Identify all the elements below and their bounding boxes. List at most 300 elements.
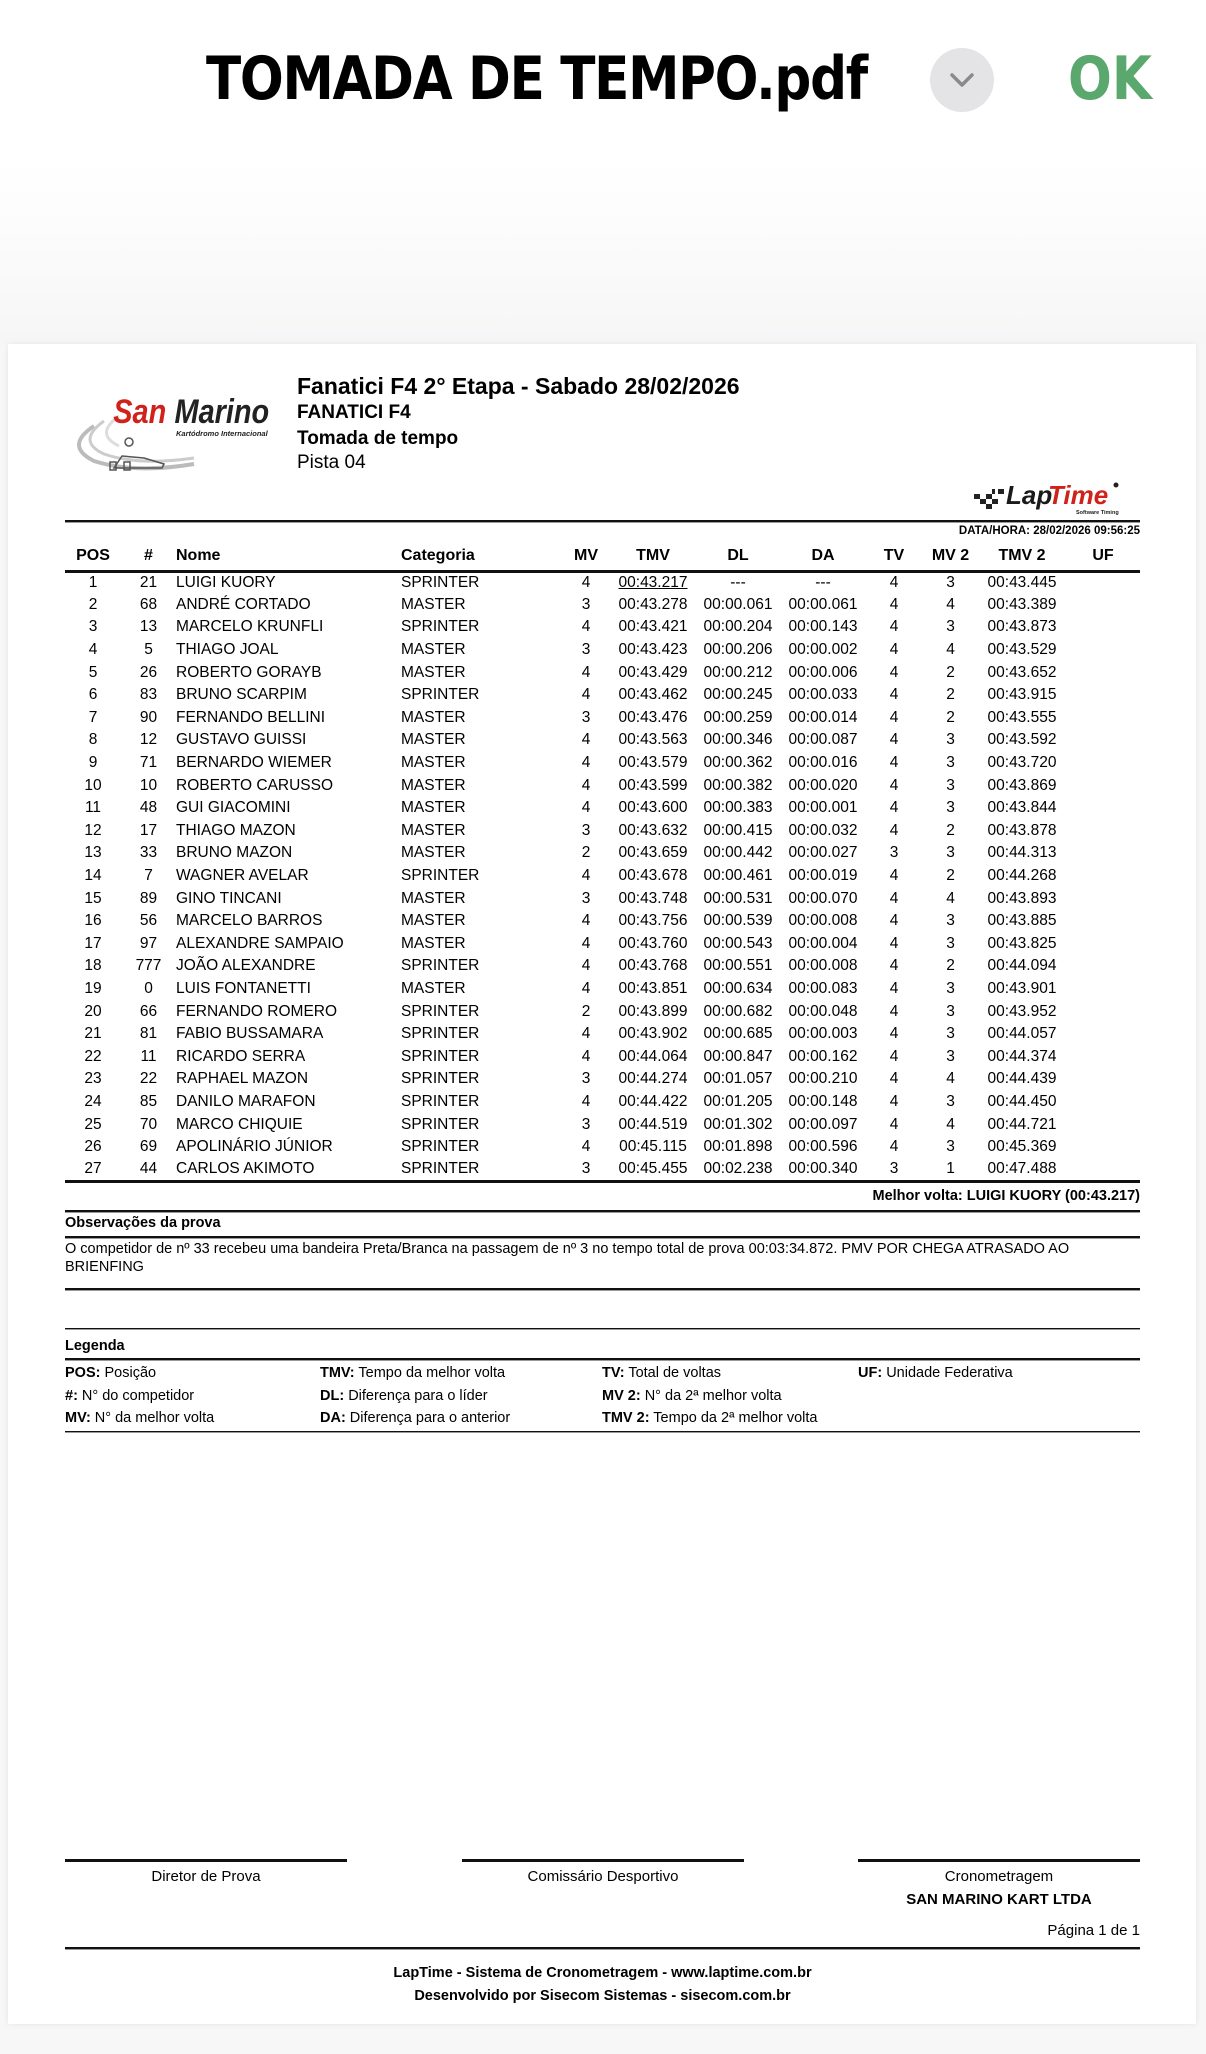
footer-line-1: LapTime - Sistema de Cronometragem - www.laptime.com.br <box>393 1965 812 1981</box>
table-cell-nome: APOLINÁRIO JÚNIOR <box>176 1138 333 1156</box>
col-header-tmv: TMV <box>611 543 695 571</box>
col-header-number: # <box>121 543 176 571</box>
timing-company: SAN MARINO KART LTDA <box>906 1891 1092 1908</box>
legend-entry <box>320 1410 602 1426</box>
table-cell-mv-2: 3 <box>946 574 955 592</box>
table-cell-pos: 26 <box>84 1138 102 1156</box>
table-cell-nome: FABIO BUSSAMARA <box>176 1025 324 1043</box>
table-cell-da: 00:00.016 <box>788 754 858 772</box>
table-cell-tv: 4 <box>889 574 899 592</box>
table-cell-tmv: 00:44.519 <box>618 1115 688 1133</box>
laptime-text-time: Time <box>1048 480 1109 510</box>
table-cell-uf <box>1066 639 1140 662</box>
table-cell-tv: 4 <box>889 776 899 794</box>
legend-value: Diferença para o anterior <box>345 1410 511 1427</box>
table-cell-uf <box>1066 616 1140 639</box>
table-row <box>65 594 1140 617</box>
signature-line <box>65 1859 347 1862</box>
table-cell-mv-2: 3 <box>946 1002 955 1020</box>
legend-value: N° do competidor <box>77 1387 195 1404</box>
table-cell-mv: 3 <box>581 1115 591 1133</box>
table-cell-dl: 00:01.057 <box>703 1070 773 1088</box>
table-cell-: 90 <box>139 708 158 726</box>
table-cell-tv: 4 <box>889 1047 899 1065</box>
table-cell-tmv-2: 00:43.555 <box>987 708 1057 726</box>
table-cell-tmv-2: 00:43.915 <box>987 686 1057 704</box>
table-cell-tv: 4 <box>889 618 899 636</box>
legend-entry <box>320 1365 602 1381</box>
table-cell-tmv-2: 00:44.313 <box>987 844 1057 862</box>
table-cell-da: 00:00.097 <box>788 1115 858 1133</box>
report-footer <box>65 1962 1140 2008</box>
table-row <box>65 707 1140 730</box>
best-lap-rule <box>65 1210 1140 1213</box>
table-cell-da: 00:00.019 <box>788 867 858 885</box>
table-cell-mv: 4 <box>581 754 591 772</box>
table-cell-nome: BERNARDO WIEMER <box>176 754 332 772</box>
table-cell-da: 00:00.070 <box>788 889 858 907</box>
legend-value: Posição <box>100 1365 157 1382</box>
table-cell-uf <box>1066 1023 1140 1046</box>
signature-commissioner <box>462 1859 744 1885</box>
table-cell-mv: 3 <box>581 708 591 726</box>
table-cell-tmv-2: 00:44.057 <box>987 1025 1057 1043</box>
table-cell-categoria: MASTER <box>401 641 466 659</box>
table-cell-: 10 <box>139 776 158 794</box>
table-cell-tv: 4 <box>889 1070 899 1088</box>
table-cell-uf <box>1066 1045 1140 1068</box>
table-cell-categoria: MASTER <box>401 708 466 726</box>
table-cell-pos: 20 <box>84 1002 102 1020</box>
page-number: Página 1 de 1 <box>1047 1922 1140 1939</box>
table-cell-mv-2: 3 <box>946 1047 955 1065</box>
table-cell-uf <box>1066 752 1140 775</box>
table-cell-categoria: SPRINTER <box>401 618 480 636</box>
ok-button[interactable]: OK <box>1068 44 1152 114</box>
legend-value: Total de voltas <box>624 1365 722 1382</box>
table-cell-mv-2: 3 <box>946 934 955 952</box>
table-cell-nome: MARCELO BARROS <box>176 912 323 930</box>
event-title: Fanatici F4 2° Etapa - Sabado 28/02/2026 <box>297 373 740 399</box>
table-cell-tmv-2: 00:43.825 <box>987 934 1057 952</box>
header-rule <box>65 520 1140 523</box>
table-cell-tmv-2: 00:44.439 <box>987 1070 1057 1088</box>
table-row <box>65 1068 1140 1091</box>
table-cell-mv: 4 <box>581 1092 591 1110</box>
table-cell-dl: 00:00.682 <box>703 1002 773 1020</box>
table-cell-categoria: SPRINTER <box>401 574 480 592</box>
table-cell-nome: JOÃO ALEXANDRE <box>176 957 316 975</box>
table-cell-: 21 <box>139 574 158 592</box>
table-cell-da: 00:00.004 <box>788 934 858 952</box>
col-header-uf: UF <box>1066 543 1140 571</box>
table-cell-tv: 4 <box>889 821 899 839</box>
table-cell-dl: 00:00.543 <box>703 934 773 952</box>
table-cell-: 83 <box>139 686 158 704</box>
table-cell-categoria: SPRINTER <box>401 1047 480 1065</box>
table-row <box>65 616 1140 639</box>
table-cell-categoria: SPRINTER <box>401 1138 480 1156</box>
table-cell-pos: 21 <box>84 1025 102 1043</box>
table-cell-uf <box>1066 1136 1140 1159</box>
table-cell-da: 00:00.001 <box>788 799 858 817</box>
table-cell-mv: 3 <box>581 821 591 839</box>
table-cell-da: 00:00.148 <box>788 1092 858 1110</box>
table-cell-tv: 4 <box>889 912 899 930</box>
table-cell-: 69 <box>139 1138 158 1156</box>
logo-text-marino: Marino <box>174 391 270 431</box>
table-cell-uf <box>1066 1068 1140 1091</box>
table-row <box>65 887 1140 910</box>
table-cell-mv: 3 <box>581 641 591 659</box>
table-cell-: 33 <box>139 844 158 862</box>
table-cell-mv-2: 3 <box>946 1025 955 1043</box>
table-cell-da: 00:00.008 <box>788 912 858 930</box>
table-cell-uf <box>1066 955 1140 978</box>
table-cell-tmv-2: 00:43.720 <box>987 754 1057 772</box>
signature-label: Diretor de Prova <box>151 1868 261 1885</box>
table-cell-: 70 <box>139 1115 158 1133</box>
table-cell-dl: 00:00.061 <box>703 595 773 613</box>
signature-line <box>462 1859 744 1862</box>
table-cell-dl: 00:00.539 <box>703 912 773 930</box>
table-cell-tmv: 00:43.899 <box>618 1002 688 1020</box>
table-cell-tmv: 00:43.756 <box>618 912 688 930</box>
table-cell-categoria: SPRINTER <box>401 1115 480 1133</box>
category-title: FANATICI F4 <box>297 402 411 423</box>
signature-director <box>65 1859 347 1885</box>
table-cell-mv-2: 4 <box>946 1070 955 1088</box>
table-cell-: 17 <box>139 821 158 839</box>
table-cell-mv: 4 <box>581 1025 591 1043</box>
col-header-mv2: MV 2 <box>923 543 978 571</box>
table-cell-dl: 00:00.685 <box>703 1025 773 1043</box>
table-cell-tv: 3 <box>889 844 899 862</box>
table-cell-mv-2: 4 <box>946 595 955 613</box>
footer-line-2: Desenvolvido por Sisecom Sistemas - sisecom.com.br <box>414 1988 791 2004</box>
legend-entry <box>858 1365 1113 1381</box>
table-cell-mv-2: 3 <box>946 844 955 862</box>
table-cell-nome: LUIGI KUORY <box>176 574 276 592</box>
laptime-tagline: Software Timing <box>1076 510 1119 516</box>
table-cell-pos: 15 <box>84 889 102 907</box>
col-header-dl: DL <box>695 543 781 571</box>
table-cell-mv: 3 <box>581 595 591 613</box>
table-cell-pos: 22 <box>84 1047 102 1065</box>
col-header-name: Nome <box>176 543 401 571</box>
table-cell-categoria: SPRINTER <box>401 867 480 885</box>
table-cell-dl: 00:00.847 <box>703 1047 773 1065</box>
legend-value: Diferença para o líder <box>344 1387 488 1404</box>
table-cell-mv-2: 4 <box>946 1115 955 1133</box>
signature-line <box>858 1859 1140 1862</box>
table-cell-dl: 00:00.442 <box>703 844 773 862</box>
table-row <box>65 978 1140 1001</box>
table-row <box>65 774 1140 797</box>
table-cell-tmv: 00:43.579 <box>618 754 688 772</box>
table-cell-tmv-2: 00:43.873 <box>987 618 1057 636</box>
col-header-mv: MV <box>561 543 611 571</box>
table-cell-nome: RICARDO SERRA <box>176 1047 306 1065</box>
table-row <box>65 865 1140 888</box>
table-cell-tmv: 00:43.632 <box>618 821 688 839</box>
table-cell-uf <box>1066 797 1140 820</box>
table-cell-categoria: SPRINTER <box>401 1158 561 1181</box>
legend-key: TMV: <box>320 1365 355 1382</box>
table-cell-dl: 00:01.898 <box>703 1138 773 1156</box>
table-cell-: 48 <box>139 799 158 817</box>
table-cell-da: 00:00.087 <box>788 731 858 749</box>
table-cell-categoria: MASTER <box>401 821 466 839</box>
table-cell-: 81 <box>139 1025 158 1043</box>
table-cell-da: 00:00.048 <box>788 1002 858 1020</box>
table-cell-nome: WAGNER AVELAR <box>176 867 309 885</box>
signature-timing <box>858 1859 1140 1908</box>
table-cell-da: 00:00.340 <box>781 1158 865 1181</box>
table-cell-pos: 24 <box>84 1092 102 1110</box>
col-header-da: DA <box>781 543 865 571</box>
table-cell-da: 00:00.002 <box>788 641 858 659</box>
table-cell-nome: ROBERTO GORAYB <box>176 663 322 681</box>
table-cell-dl: 00:00.346 <box>703 731 773 749</box>
table-cell-tmv: 00:43.678 <box>618 867 688 885</box>
table-cell-: 89 <box>139 889 158 907</box>
viewer-header <box>0 0 1206 160</box>
table-cell-tmv-2: 00:47.488 <box>978 1158 1066 1181</box>
legend-value: Unidade Federativa <box>882 1365 1013 1382</box>
table-cell-da: 00:00.032 <box>788 821 858 839</box>
table-cell-tmv: 00:43.278 <box>618 595 688 613</box>
table-cell-pos: 25 <box>84 1115 102 1133</box>
footer-rule <box>65 1947 1140 1950</box>
table-cell-mv-2: 3 <box>946 1092 955 1110</box>
legend-entry <box>602 1388 858 1404</box>
table-cell-pos: 6 <box>88 686 98 704</box>
pdf-page[interactable] <box>8 344 1196 2024</box>
table-cell-nome: MARCELO KRUNFLI <box>176 618 324 636</box>
table-cell-tmv-2: 00:44.094 <box>987 957 1057 975</box>
table-cell-tmv: 00:43.421 <box>618 618 688 636</box>
table-row <box>65 1000 1140 1023</box>
table-cell-dl: 00:00.212 <box>703 663 773 681</box>
legend-entry <box>65 1410 320 1426</box>
table-cell-uf <box>1066 1000 1140 1023</box>
table-cell-tv: 4 <box>889 754 899 772</box>
observations-text: O competidor de nº 33 recebeu uma bandeira Preta/Branca na passagem de nº 3 no tempo total de prova 00:03:34.872. PMV POR CHEGA ATRASADO AO BRIENFING <box>65 1241 1070 1275</box>
legend-rule <box>65 1358 1140 1361</box>
table-cell-pos: 1 <box>88 574 98 592</box>
table-cell-nome: BRUNO MAZON <box>176 844 293 862</box>
table-cell-pos: 14 <box>84 867 102 885</box>
table-cell-nome: ALEXANDRE SAMPAIO <box>176 934 344 952</box>
legend-entry <box>65 1365 320 1381</box>
table-cell-dl: 00:00.461 <box>703 867 773 885</box>
table-cell-pos: 11 <box>84 799 102 817</box>
legend-row <box>65 1407 1140 1430</box>
legend-key: MV: <box>65 1410 91 1427</box>
legend-entry <box>602 1410 858 1426</box>
table-cell-nome: BRUNO SCARPIM <box>176 686 307 704</box>
table-cell-dl: 00:00.382 <box>703 776 773 794</box>
table-cell-uf <box>1066 842 1140 865</box>
table-cell-tv: 4 <box>889 731 899 749</box>
table-cell-tmv-2: 00:43.952 <box>987 1002 1057 1020</box>
table-cell-categoria: SPRINTER <box>401 1002 480 1020</box>
table-cell-dl: 00:00.531 <box>703 889 773 907</box>
laptime-logo <box>968 476 1128 520</box>
table-cell-mv-2: 2 <box>946 708 955 726</box>
table-cell-mv-2: 3 <box>946 754 955 772</box>
table-cell-dl: 00:01.205 <box>703 1092 773 1110</box>
table-cell-tmv: 00:43.600 <box>618 799 688 817</box>
table-row <box>65 955 1140 978</box>
table-cell-mv-2: 3 <box>946 776 955 794</box>
table-cell-mv: 3 <box>561 1158 611 1181</box>
table-cell-pos: 23 <box>84 1070 102 1088</box>
legend-bottom-rule <box>65 1431 1140 1433</box>
table-cell-tmv: 00:43.851 <box>618 979 688 997</box>
table-cell-uf <box>1066 887 1140 910</box>
table-cell-categoria: MASTER <box>401 776 466 794</box>
table-cell-: 26 <box>139 663 158 681</box>
table-cell-mv-2: 3 <box>946 618 955 636</box>
table-cell-tmv: 00:43.563 <box>618 731 688 749</box>
col-header-tv: TV <box>865 543 923 571</box>
table-cell-tmv: 00:45.115 <box>619 1138 687 1156</box>
table-cell-uf <box>1066 910 1140 933</box>
table-cell-mv-2: 2 <box>946 663 955 681</box>
table-cell-: 68 <box>139 595 158 613</box>
col-header-tmv2: TMV 2 <box>978 543 1066 571</box>
table-cell-tmv: 00:43.748 <box>618 889 688 907</box>
table-cell-pos: 18 <box>84 957 102 975</box>
table-cell-: 44 <box>121 1158 176 1181</box>
table-cell-da: 00:00.083 <box>788 979 858 997</box>
table-cell-: 13 <box>139 618 158 636</box>
table-cell-pos: 12 <box>84 821 102 839</box>
observations-end-rule <box>65 1288 1140 1291</box>
table-cell-mv-2: 2 <box>946 821 955 839</box>
table-cell-mv: 4 <box>581 867 591 885</box>
legend-key: DA: <box>320 1410 346 1427</box>
table-cell-categoria: MASTER <box>401 912 466 930</box>
table-cell-dl: 00:00.634 <box>703 979 773 997</box>
table-cell-tmv-2: 00:45.369 <box>987 1138 1057 1156</box>
table-cell-mv: 4 <box>581 799 591 817</box>
legend-table <box>65 1362 1140 1430</box>
table-cell-pos: 27 <box>65 1158 121 1181</box>
table-cell-tmv-2: 00:43.445 <box>987 574 1057 592</box>
table-cell-dl: --- <box>730 574 746 592</box>
table-cell-mv: 4 <box>581 957 591 975</box>
col-header-category: Categoria <box>401 543 561 571</box>
table-cell-: 7 <box>144 867 153 885</box>
table-cell-tmv-2: 00:43.878 <box>987 821 1057 839</box>
table-cell-tv: 4 <box>889 641 899 659</box>
table-cell-nome: CARLOS AKIMOTO <box>176 1158 401 1181</box>
table-cell-mv: 4 <box>581 618 591 636</box>
table-cell-uf <box>1066 661 1140 684</box>
table-cell-tv: 4 <box>889 708 899 726</box>
table-cell-uf <box>1066 729 1140 752</box>
table-cell-: 5 <box>144 641 153 659</box>
table-cell-uf <box>1066 820 1140 843</box>
table-cell-da: 00:00.033 <box>788 686 858 704</box>
col-header-pos: POS <box>65 543 121 571</box>
table-cell-tv: 4 <box>889 1002 899 1020</box>
table-cell-pos: 19 <box>84 979 102 997</box>
observations-rule <box>65 1236 1140 1239</box>
table-cell-mv: 3 <box>581 1070 591 1088</box>
legend-key: MV 2: <box>602 1387 641 1404</box>
table-cell-da: 00:00.014 <box>788 708 858 726</box>
table-row <box>65 842 1140 865</box>
table-cell-tv: 4 <box>889 1025 899 1043</box>
table-cell-tmv-2: 00:43.885 <box>987 912 1057 930</box>
table-cell-categoria: MASTER <box>401 799 466 817</box>
table-cell-da: 00:00.143 <box>788 618 858 636</box>
table-cell-mv-2: 1 <box>923 1158 978 1181</box>
table-cell-: 22 <box>139 1070 158 1088</box>
table-cell-categoria: MASTER <box>401 731 466 749</box>
table-cell-categoria: MASTER <box>401 663 466 681</box>
table-cell-: 0 <box>144 979 153 997</box>
legend-value: N° da melhor volta <box>90 1410 215 1427</box>
table-cell-mv-2: 3 <box>946 979 955 997</box>
table-cell-da: 00:00.006 <box>788 663 858 681</box>
table-cell-dl: 00:00.415 <box>703 821 773 839</box>
legend-key: #: <box>65 1387 78 1404</box>
table-cell-pos: 7 <box>88 708 98 726</box>
title-menu-button[interactable] <box>930 48 994 112</box>
report-header <box>297 372 740 474</box>
table-cell-dl: 00:00.362 <box>703 754 773 772</box>
table-cell-tv: 3 <box>865 1158 923 1181</box>
table-cell-pos: 17 <box>84 934 102 952</box>
table-cell-tv: 4 <box>889 889 899 907</box>
table-cell-nome: MARCO CHIQUIE <box>176 1115 303 1133</box>
table-cell-dl: 00:02.238 <box>695 1158 781 1181</box>
table-cell-dl: 00:00.245 <box>703 686 773 704</box>
signature-label: Cronometragem <box>944 1868 1054 1885</box>
table-cell-pos: 16 <box>84 912 102 930</box>
table-cell-pos: 9 <box>88 754 98 772</box>
table-cell-pos: 4 <box>88 641 98 659</box>
table-cell-mv: 2 <box>581 844 591 862</box>
table-cell-uf <box>1066 684 1140 707</box>
table-cell-dl: 00:00.551 <box>703 957 773 975</box>
table-cell-pos: 8 <box>88 731 98 749</box>
table-cell-: 85 <box>139 1092 158 1110</box>
table-cell-tv: 4 <box>889 979 899 997</box>
table-cell-da: 00:00.027 <box>788 844 858 862</box>
chevron-down-icon <box>948 70 976 90</box>
table-cell-tmv-2: 00:43.893 <box>987 889 1057 907</box>
table-cell-nome: ANDRÉ CORTADO <box>176 595 311 613</box>
table-cell-nome: GINO TINCANI <box>176 889 282 907</box>
table-cell-nome: LUIS FONTANETTI <box>176 979 311 997</box>
table-cell-nome: THIAGO MAZON <box>176 821 296 839</box>
table-row <box>65 1023 1140 1046</box>
table-cell-pos: 13 <box>84 844 102 862</box>
table-row <box>65 1091 1140 1114</box>
table-row <box>65 639 1140 662</box>
table-cell-da: 00:00.210 <box>788 1070 858 1088</box>
table-cell-categoria: MASTER <box>401 889 466 907</box>
document-title: TOMADA DE TEMPO.pdf <box>206 44 867 114</box>
table-cell-categoria: MASTER <box>401 979 466 997</box>
table-cell-dl: 00:01.302 <box>703 1115 773 1133</box>
